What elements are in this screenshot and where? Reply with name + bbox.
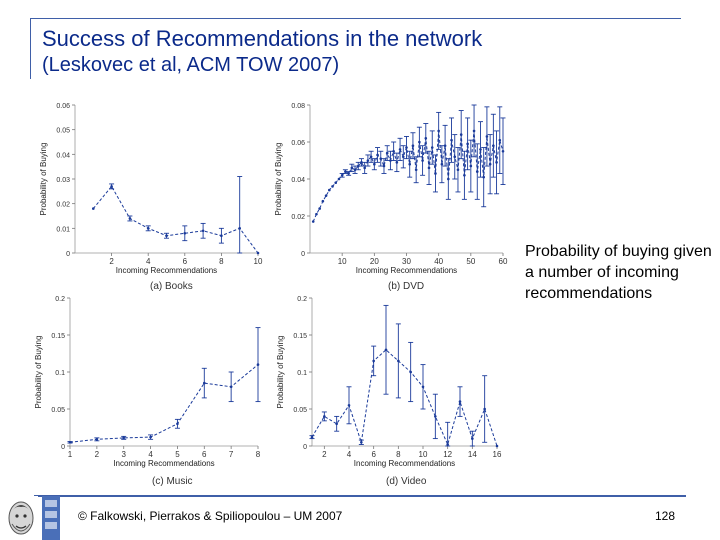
chart-caption: (c) Music xyxy=(152,476,193,487)
x-tick-label: 14 xyxy=(467,450,477,459)
y-tick-label: 0.15 xyxy=(51,333,65,340)
x-tick-label: 8 xyxy=(396,450,401,459)
data-point xyxy=(322,200,325,203)
data-point xyxy=(409,371,412,374)
y-tick-label: 0.01 xyxy=(56,226,70,234)
data-point xyxy=(203,382,206,385)
data-point xyxy=(422,386,425,389)
data-point xyxy=(473,130,476,133)
y-tick-label: 0.15 xyxy=(293,333,307,340)
data-point xyxy=(354,168,357,171)
series-line xyxy=(93,186,258,253)
data-point xyxy=(165,234,168,237)
data-point xyxy=(341,174,344,177)
data-point xyxy=(328,189,331,192)
y-tick-label: 0 xyxy=(61,444,65,451)
data-point xyxy=(360,441,363,444)
slide-subtitle: (Leskovec et al, ACM TOW 2007) xyxy=(42,54,340,76)
y-tick-label: 0.02 xyxy=(291,214,305,221)
data-point xyxy=(311,436,314,439)
x-tick-label: 10 xyxy=(418,450,428,459)
data-point xyxy=(437,130,440,133)
y-axis-label: Probability of Buying xyxy=(34,335,43,409)
x-tick-label: 4 xyxy=(145,257,151,266)
x-tick-label: 30 xyxy=(402,257,411,266)
data-point xyxy=(502,150,505,153)
footer-credit: © Falkowski, Pierrakos & Spiliopoulou – UM 2007 xyxy=(78,509,343,523)
x-axis-label: Incoming Recommendations xyxy=(355,266,458,275)
x-tick-label: 2 xyxy=(109,257,114,266)
data-point xyxy=(122,437,125,440)
data-point xyxy=(408,163,411,166)
data-point xyxy=(495,161,498,164)
data-point xyxy=(425,137,428,140)
y-tick-label: 0 xyxy=(303,444,307,451)
data-point xyxy=(482,176,485,179)
data-point xyxy=(147,227,150,230)
data-point xyxy=(184,232,187,235)
data-point xyxy=(396,161,399,164)
x-tick-label: 10 xyxy=(337,257,347,266)
y-tick-label: 0 xyxy=(66,251,70,258)
data-point xyxy=(444,144,447,147)
chart-music xyxy=(34,296,261,487)
data-point xyxy=(220,234,223,237)
data-point xyxy=(318,207,321,210)
data-point xyxy=(434,415,437,418)
data-point xyxy=(323,415,326,418)
data-point xyxy=(372,360,375,363)
data-point xyxy=(347,172,350,175)
chart-caption: (a) Books xyxy=(150,281,193,292)
y-tick-label: 0.1 xyxy=(297,370,307,377)
data-point xyxy=(149,436,152,439)
data-point xyxy=(370,156,373,159)
data-point xyxy=(351,167,354,170)
data-point xyxy=(334,181,337,184)
x-axis-label: Incoming Recommendations xyxy=(353,459,456,468)
x-tick-label: 4 xyxy=(148,450,153,459)
university-logo-icon xyxy=(4,496,62,540)
y-tick-label: 0.1 xyxy=(55,370,65,377)
data-point xyxy=(357,165,360,168)
data-point xyxy=(397,360,400,363)
chart-books xyxy=(39,103,263,292)
y-tick-label: 0.03 xyxy=(56,177,70,184)
data-point xyxy=(450,139,453,142)
slide-title: Success of Recommendations in the network xyxy=(42,26,483,51)
data-point xyxy=(238,227,241,230)
data-point xyxy=(257,252,260,255)
data-point xyxy=(466,143,469,146)
data-point xyxy=(315,213,318,216)
chart-caption: (b) DVD xyxy=(388,281,425,292)
data-point xyxy=(498,139,501,142)
y-tick-label: 0.05 xyxy=(51,407,65,414)
y-tick-label: 0.2 xyxy=(297,296,307,303)
data-point xyxy=(412,144,415,147)
chart-caption: (d) Video xyxy=(386,476,427,487)
x-axis-label: Incoming Recommendations xyxy=(115,266,218,275)
x-tick-label: 10 xyxy=(253,257,263,266)
x-tick-label: 40 xyxy=(434,257,444,266)
data-point xyxy=(348,404,351,407)
y-tick-label: 0.05 xyxy=(293,407,307,414)
data-point xyxy=(441,163,444,166)
series-line xyxy=(312,350,497,446)
x-tick-label: 6 xyxy=(202,450,207,459)
data-point xyxy=(431,146,434,149)
data-point xyxy=(463,174,466,177)
x-tick-label: 2 xyxy=(94,450,100,459)
data-point xyxy=(312,220,315,223)
data-point xyxy=(325,194,328,197)
side-caption: Probability of buying given a number of incoming recommendations xyxy=(525,243,712,302)
y-tick-label: 0.06 xyxy=(56,103,70,110)
x-tick-label: 8 xyxy=(255,450,261,459)
data-point xyxy=(421,159,424,162)
data-point xyxy=(392,150,395,153)
data-point xyxy=(344,170,347,173)
data-point xyxy=(110,185,113,188)
x-tick-label: 1 xyxy=(67,450,73,459)
x-tick-label: 20 xyxy=(369,257,379,266)
data-point xyxy=(496,445,499,448)
page-number: 128 xyxy=(655,509,676,523)
data-point xyxy=(457,168,460,171)
data-point xyxy=(176,423,179,426)
x-tick-label: 8 xyxy=(219,257,224,266)
y-tick-label: 0.2 xyxy=(55,296,65,303)
data-point xyxy=(385,349,388,352)
data-point xyxy=(479,148,482,151)
data-point xyxy=(386,152,389,155)
data-point xyxy=(489,163,492,166)
data-point xyxy=(338,178,341,181)
data-point xyxy=(363,167,366,170)
data-point xyxy=(446,443,449,446)
data-point xyxy=(415,168,418,171)
y-tick-label: 0.02 xyxy=(56,201,70,209)
data-point xyxy=(379,157,382,160)
y-tick-label: 0.04 xyxy=(56,152,70,160)
data-point xyxy=(460,133,463,136)
data-point xyxy=(402,156,405,159)
y-axis-label: Probability of Buying xyxy=(274,142,283,216)
data-point xyxy=(470,165,473,168)
data-point xyxy=(69,441,72,444)
x-tick-label: 4 xyxy=(346,450,352,459)
data-point xyxy=(471,437,474,440)
y-tick-label: 0.05 xyxy=(56,127,70,135)
data-point xyxy=(476,170,479,173)
data-point xyxy=(405,146,408,149)
data-point xyxy=(483,408,486,411)
x-tick-label: 3 xyxy=(121,450,126,459)
x-tick-label: 60 xyxy=(498,257,508,266)
data-point xyxy=(492,144,495,147)
x-tick-label: 16 xyxy=(492,450,502,459)
data-point xyxy=(257,363,260,366)
x-tick-label: 50 xyxy=(466,257,476,266)
data-point xyxy=(447,178,450,181)
x-tick-label: 6 xyxy=(182,257,188,266)
data-point xyxy=(399,148,402,151)
y-axis-label: Probability of Buying xyxy=(39,142,48,216)
x-tick-label: 5 xyxy=(175,450,180,459)
data-point xyxy=(92,207,95,210)
y-tick-label: 0.04 xyxy=(291,177,305,184)
y-tick-label: 0.06 xyxy=(291,140,305,147)
data-point xyxy=(376,154,379,157)
data-point xyxy=(373,163,376,166)
data-point xyxy=(389,159,392,162)
data-point xyxy=(383,165,386,168)
data-point xyxy=(459,400,462,403)
data-point xyxy=(129,217,132,220)
data-point xyxy=(367,159,370,162)
data-point xyxy=(434,172,437,175)
y-axis-label: Probability of Buying xyxy=(276,335,285,409)
x-tick-label: 12 xyxy=(443,450,453,459)
data-point xyxy=(360,161,363,164)
data-point xyxy=(335,423,338,426)
series-line xyxy=(70,365,258,443)
data-point xyxy=(202,230,205,233)
x-axis-label: Incoming Recommendations xyxy=(113,459,215,468)
y-tick-label: 0 xyxy=(301,251,305,258)
footer-divider xyxy=(34,495,686,497)
chart-dvd xyxy=(274,103,508,292)
data-point xyxy=(428,167,431,170)
data-point xyxy=(230,386,233,389)
data-point xyxy=(96,438,99,441)
data-point xyxy=(486,135,489,138)
x-tick-label: 2 xyxy=(322,450,327,459)
x-tick-label: 7 xyxy=(228,450,234,459)
y-tick-label: 0.08 xyxy=(291,103,305,110)
x-tick-label: 6 xyxy=(371,450,376,459)
data-point xyxy=(453,156,456,159)
data-point xyxy=(331,185,334,188)
chart-video xyxy=(276,296,502,487)
data-point xyxy=(418,141,421,144)
